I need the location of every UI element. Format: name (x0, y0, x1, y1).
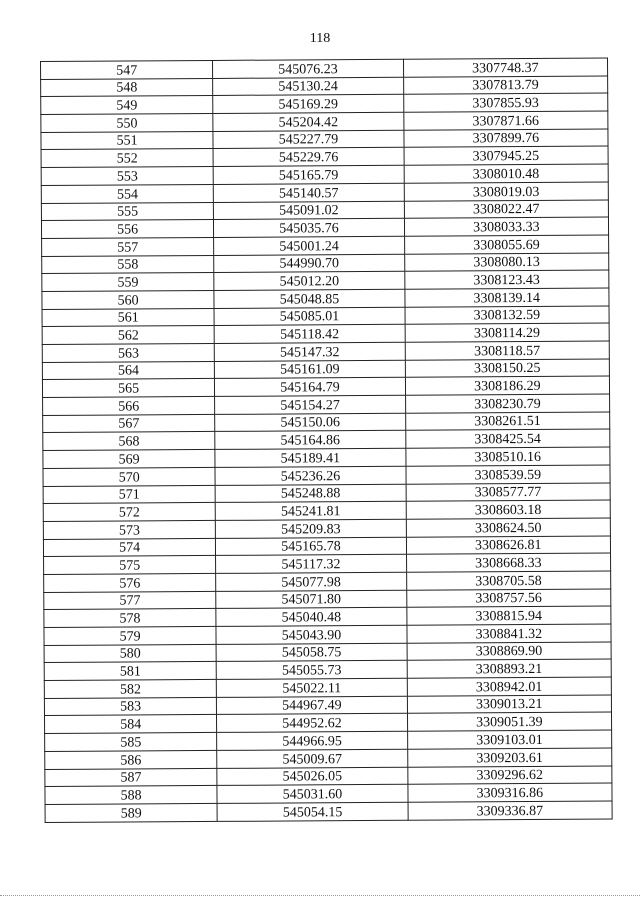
point-number-cell: 550 (41, 114, 213, 133)
point-number-cell: 580 (44, 644, 216, 663)
x-coordinate-cell: 545154.27 (215, 395, 405, 414)
y-coordinate-cell: 3308705.58 (406, 571, 610, 590)
x-coordinate-cell: 545071.80 (216, 590, 406, 609)
x-coordinate-cell: 545150.06 (215, 413, 405, 432)
y-coordinate-cell: 3308230.79 (405, 394, 609, 413)
x-coordinate-cell: 545209.83 (216, 519, 406, 538)
x-coordinate-cell: 545147.32 (214, 342, 404, 361)
x-coordinate-cell: 545055.73 (216, 661, 406, 680)
point-number-cell: 587 (45, 768, 217, 787)
point-number-cell: 560 (42, 290, 214, 309)
y-coordinate-cell: 3308869.90 (407, 642, 611, 661)
x-coordinate-cell: 545165.79 (213, 165, 403, 184)
x-coordinate-cell: 545054.15 (217, 802, 407, 821)
x-coordinate-cell: 545058.75 (216, 643, 406, 662)
x-coordinate-cell: 545236.26 (215, 466, 405, 485)
y-coordinate-cell: 3307871.66 (403, 111, 607, 130)
y-coordinate-cell: 3309296.62 (407, 766, 611, 785)
y-coordinate-cell: 3307748.37 (403, 58, 607, 77)
point-number-cell: 552 (41, 149, 213, 168)
y-coordinate-cell: 3308010.48 (404, 164, 608, 183)
x-coordinate-cell: 545241.81 (215, 501, 405, 520)
point-number-cell: 565 (42, 379, 214, 398)
y-coordinate-cell: 3307813.79 (403, 76, 607, 95)
x-coordinate-cell: 545164.86 (215, 431, 405, 450)
x-coordinate-cell: 545076.23 (213, 59, 403, 78)
y-coordinate-cell: 3307899.76 (404, 129, 608, 148)
x-coordinate-cell: 545048.85 (214, 289, 404, 308)
y-coordinate-cell: 3308139.14 (405, 288, 609, 307)
x-coordinate-cell: 544990.70 (214, 254, 404, 273)
y-coordinate-cell: 3308577.77 (406, 483, 610, 502)
x-coordinate-cell: 545169.29 (213, 95, 403, 114)
point-number-cell: 586 (45, 750, 217, 769)
y-coordinate-cell: 3309051.39 (407, 712, 611, 731)
point-number-cell: 547 (41, 60, 213, 79)
point-number-cell: 574 (43, 538, 215, 557)
y-coordinate-cell: 3308626.81 (406, 536, 610, 555)
y-coordinate-cell: 3309316.86 (408, 783, 612, 802)
point-number-cell: 551 (41, 131, 213, 150)
x-coordinate-cell: 544952.62 (217, 714, 407, 733)
x-coordinate-cell: 545026.05 (217, 767, 407, 786)
y-coordinate-cell: 3308118.57 (405, 341, 609, 360)
y-coordinate-cell: 3307945.25 (404, 146, 608, 165)
point-number-cell: 555 (41, 202, 213, 221)
table-row (45, 801, 612, 822)
y-coordinate-cell: 3309103.01 (407, 730, 611, 749)
y-coordinate-cell: 3308425.54 (405, 429, 609, 448)
x-coordinate-cell: 545118.42 (214, 325, 404, 344)
x-coordinate-cell: 545130.24 (213, 77, 403, 96)
y-coordinate-cell: 3308539.59 (406, 465, 610, 484)
point-number-cell: 588 (45, 786, 217, 805)
x-coordinate-cell: 545161.09 (215, 360, 405, 379)
x-coordinate-cell: 545140.57 (214, 183, 404, 202)
x-coordinate-cell: 545031.60 (217, 784, 407, 803)
y-coordinate-cell: 3308841.32 (407, 624, 611, 643)
point-number-cell: 575 (44, 556, 216, 575)
point-number-cell: 563 (42, 343, 214, 362)
point-number-cell: 584 (45, 715, 217, 734)
page-number: 118 (309, 31, 331, 46)
x-coordinate-cell: 544966.95 (217, 731, 407, 750)
x-coordinate-cell: 545248.88 (215, 484, 405, 503)
point-number-cell: 583 (44, 697, 216, 716)
x-coordinate-cell: 545040.48 (216, 608, 406, 627)
point-number-cell: 557 (42, 237, 214, 256)
x-coordinate-cell: 545189.41 (215, 448, 405, 467)
coordinates-table (40, 58, 613, 823)
point-number-cell: 579 (44, 626, 216, 645)
point-number-cell: 566 (43, 397, 215, 416)
y-coordinate-cell: 3309203.61 (407, 748, 611, 767)
y-coordinate-cell: 3308603.18 (406, 500, 610, 519)
point-number-cell: 549 (41, 96, 213, 115)
point-number-cell: 577 (44, 591, 216, 610)
y-coordinate-cell: 3309336.87 (408, 801, 612, 820)
x-coordinate-cell: 545204.42 (213, 112, 403, 131)
point-number-cell: 558 (42, 255, 214, 274)
point-number-cell: 567 (43, 414, 215, 433)
x-coordinate-cell: 544967.49 (217, 696, 407, 715)
x-coordinate-cell: 545229.76 (213, 148, 403, 167)
y-coordinate-cell: 3308080.13 (404, 253, 608, 272)
point-number-cell: 564 (42, 361, 214, 380)
x-coordinate-cell: 545165.78 (216, 537, 406, 556)
y-coordinate-cell: 3308123.43 (404, 270, 608, 289)
x-coordinate-cell: 545091.02 (214, 201, 404, 220)
point-number-cell: 589 (45, 803, 217, 822)
bottom-divider (0, 895, 640, 896)
point-number-cell: 573 (43, 520, 215, 539)
coordinates-table-body (41, 58, 613, 822)
x-coordinate-cell: 545117.32 (216, 555, 406, 574)
y-coordinate-cell: 3307855.93 (403, 93, 607, 112)
x-coordinate-cell: 545009.67 (217, 749, 407, 768)
x-coordinate-cell: 545227.79 (213, 130, 403, 149)
y-coordinate-cell: 3308132.59 (405, 306, 609, 325)
y-coordinate-cell: 3308114.29 (405, 323, 609, 342)
y-coordinate-cell: 3308022.47 (404, 200, 608, 219)
x-coordinate-cell: 545022.11 (217, 678, 407, 697)
y-coordinate-cell: 3308055.69 (404, 235, 608, 254)
y-coordinate-cell: 3308186.29 (405, 376, 609, 395)
point-number-cell: 582 (44, 679, 216, 698)
x-coordinate-cell: 545035.76 (214, 218, 404, 237)
point-number-cell: 559 (42, 273, 214, 292)
point-number-cell: 576 (44, 573, 216, 592)
y-coordinate-cell: 3308893.21 (407, 659, 611, 678)
y-coordinate-cell: 3308815.94 (406, 606, 610, 625)
point-number-cell: 571 (43, 485, 215, 504)
y-coordinate-cell: 3308261.51 (405, 412, 609, 431)
y-coordinate-cell: 3308668.33 (406, 553, 610, 572)
point-number-cell: 578 (44, 609, 216, 628)
point-number-cell: 562 (42, 326, 214, 345)
point-number-cell: 561 (42, 308, 214, 327)
x-coordinate-cell: 545012.20 (214, 272, 404, 291)
y-coordinate-cell: 3308150.25 (405, 359, 609, 378)
y-coordinate-cell: 3308624.50 (406, 518, 610, 537)
point-number-cell: 556 (41, 220, 213, 239)
point-number-cell: 554 (41, 184, 213, 203)
point-number-cell: 569 (43, 450, 215, 469)
x-coordinate-cell: 545085.01 (214, 307, 404, 326)
point-number-cell: 570 (43, 467, 215, 486)
point-number-cell: 553 (41, 167, 213, 186)
point-number-cell: 581 (44, 662, 216, 681)
x-coordinate-cell: 545077.98 (216, 572, 406, 591)
y-coordinate-cell: 3308757.56 (406, 589, 610, 608)
x-coordinate-cell: 545164.79 (215, 378, 405, 397)
point-number-cell: 568 (43, 432, 215, 451)
y-coordinate-cell: 3308942.01 (407, 677, 611, 696)
y-coordinate-cell: 3308510.16 (406, 447, 610, 466)
point-number-cell: 585 (45, 733, 217, 752)
point-number-cell: 572 (43, 503, 215, 522)
y-coordinate-cell: 3308019.03 (404, 182, 608, 201)
y-coordinate-cell: 3308033.33 (404, 217, 608, 236)
point-number-cell: 548 (41, 78, 213, 97)
x-coordinate-cell: 545043.90 (216, 625, 406, 644)
y-coordinate-cell: 3309013.21 (407, 695, 611, 714)
x-coordinate-cell: 545001.24 (214, 236, 404, 255)
